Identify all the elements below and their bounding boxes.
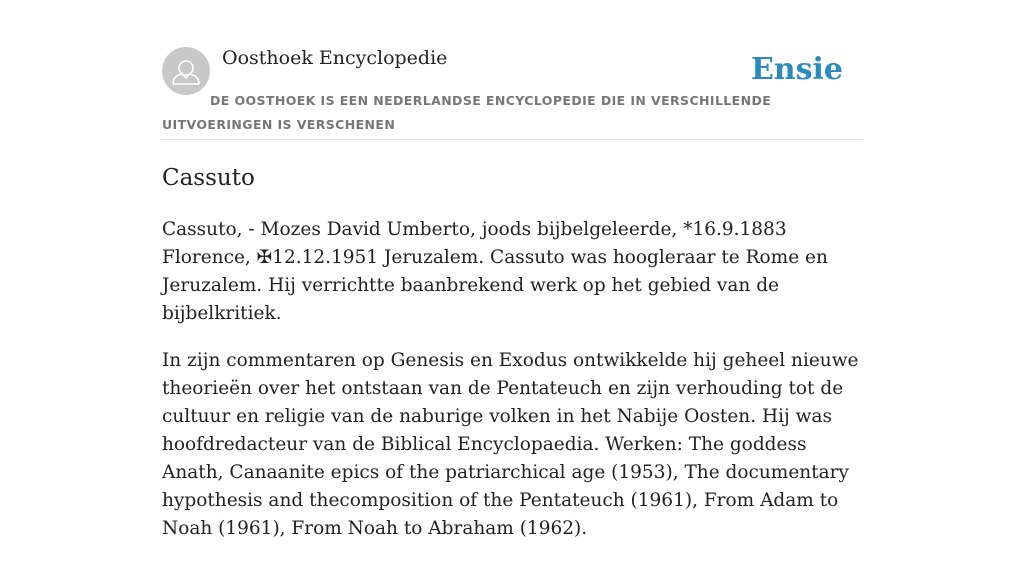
article-paragraph: Cassuto, - Mozes David Umberto, joods bijbelgeleerde, *16.9.1883 Florence, ✠12.12.1951 Jeruzalem. Cassuto was hoogleraar te Rome en Jeruzalem. Hij verrichtte baanbrekend werk op het gebied van de bijbelkritiek. xyxy=(162,219,828,324)
article-body xyxy=(162,216,862,562)
page xyxy=(162,0,862,539)
site-tagline: DE OOSTHOEK IS EEN NEDERLANDSE ENCYCLOPEDIE DIE IN VERSCHILLENDE UITVOERINGEN IS VERSCHENEN xyxy=(162,93,772,132)
avatar[interactable] xyxy=(162,47,210,95)
page-title: Cassuto xyxy=(162,165,255,191)
article-paragraph: In zijn commentaren op Genesis en Exodus ontwikkelde hij geheel nieuwe theorieën over het ontstaan van de Pentateuch en zijn verhouding tot de cultuur en religie van de naburige volken in het Nabije Oosten. Hij was hoofdredacteur van de Biblical Encyclopaedia. Werken: The goddess Anath, Canaanite epics of the patriarchical age (1953), The documentary hypothesis and thecomposition of the Pentateuch (1961), From Adam to Noah (1961), From Noah to Abraham (1962). xyxy=(162,350,859,539)
site-name[interactable]: Oosthoek Encyclopedie xyxy=(222,47,448,69)
user-silhouette-icon xyxy=(162,47,210,95)
header-divider xyxy=(162,139,862,140)
brand-logo[interactable]: Ensie xyxy=(750,52,843,87)
